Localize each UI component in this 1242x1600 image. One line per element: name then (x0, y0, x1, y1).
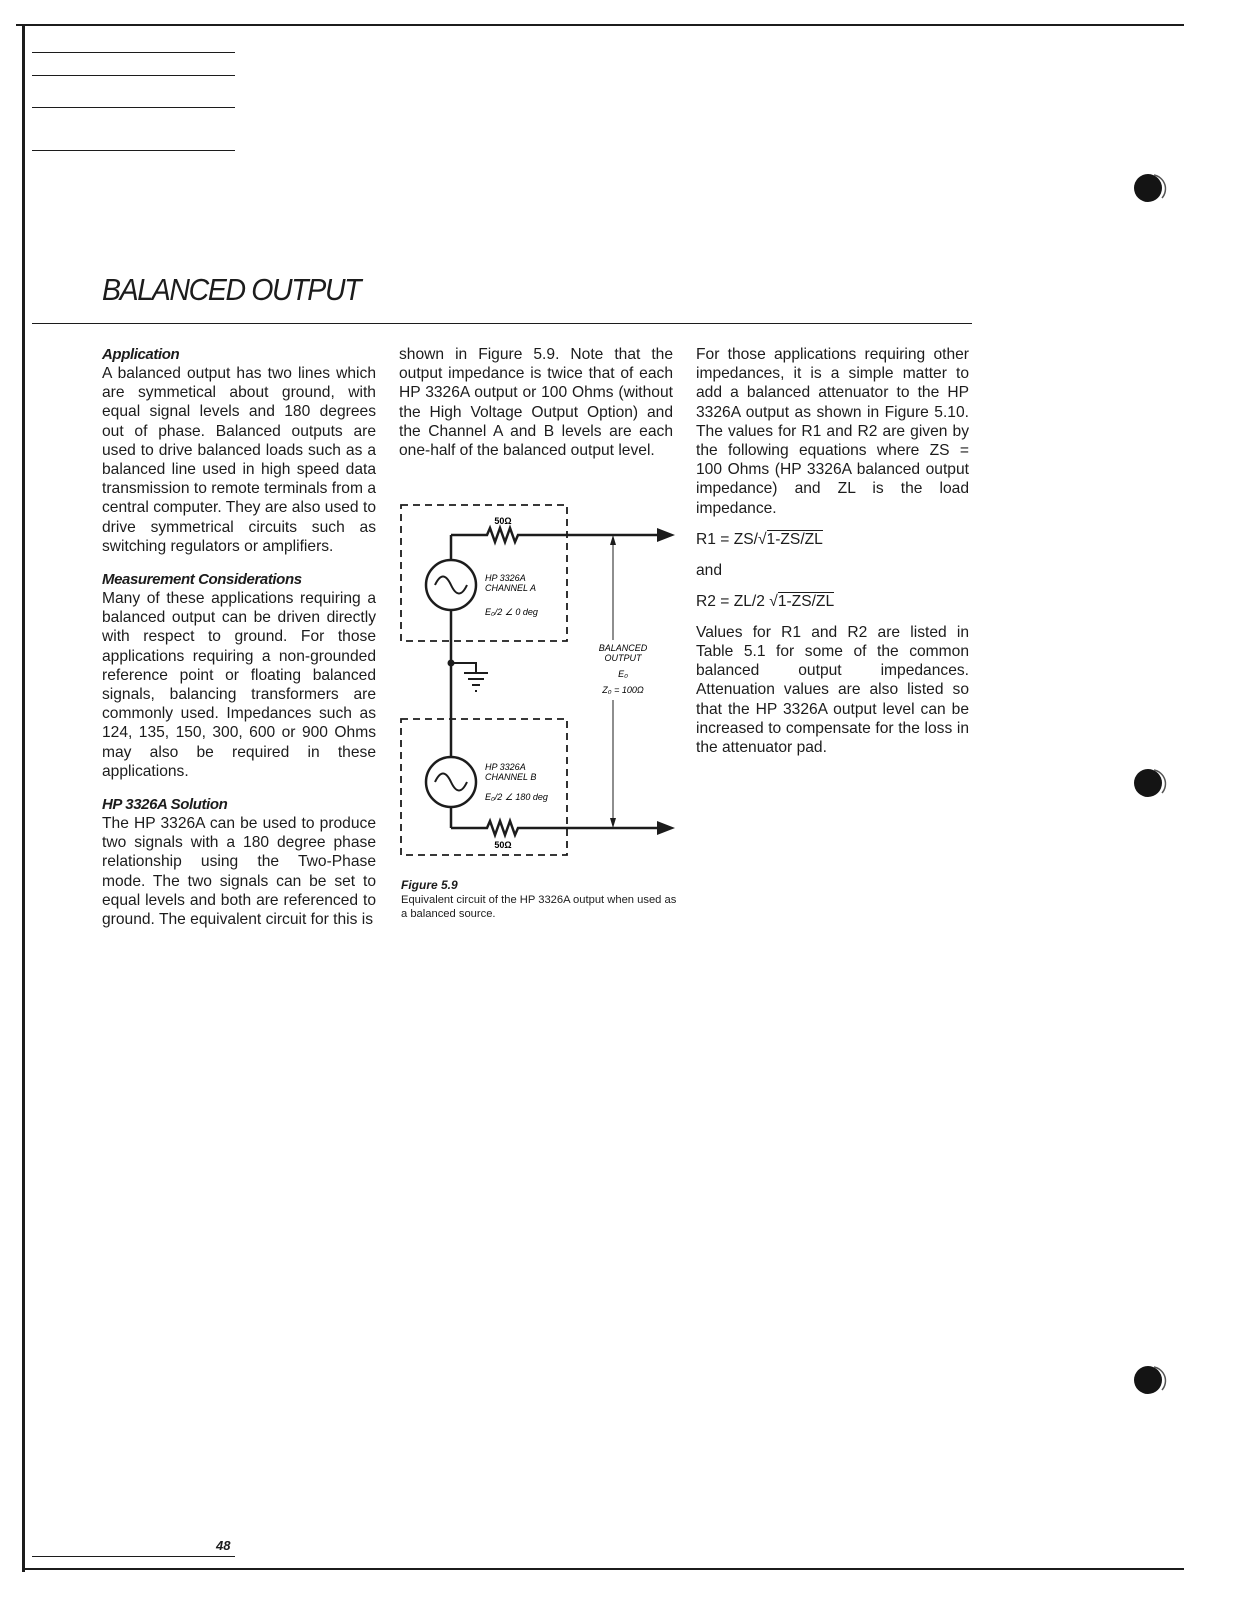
measure-arrow-bottom-icon (610, 818, 616, 828)
section-heading-measurement: Measurement Considerations (102, 571, 302, 589)
equation-r1-prefix: R1 = ZS/√ (696, 530, 767, 548)
top-border-line (16, 24, 1184, 26)
top-arrow-icon (657, 528, 675, 542)
margin-line-3 (32, 107, 235, 108)
section-heading-application: Application (102, 346, 180, 363)
output-label-line2: OUTPUT (604, 653, 642, 663)
measure-arrow-top-icon (610, 535, 616, 545)
margin-line-1 (32, 52, 235, 53)
column-3-outro: Values for R1 and R2 are listed in Table 5.1 for some of the common balanced output impedances. Attenuation values are also listed so that the HP 3326A output level can be increased to compensate for the loss in the attenuator pad. (696, 623, 969, 757)
bottom-output-wire (451, 821, 657, 835)
equation-r2-radicand: 1-ZS/ZL (777, 592, 835, 610)
column-1 (102, 345, 376, 929)
margin-line-2 (32, 75, 235, 76)
equation-r1 (696, 530, 969, 549)
ground-icon (451, 663, 488, 691)
binder-hole-icon (1132, 170, 1168, 206)
output-e-label: E₀ (618, 669, 628, 679)
channel-a-phase: E₀/2 ∠ 0 deg (485, 607, 538, 617)
equation-and: and (696, 561, 723, 579)
column-3 (696, 345, 969, 757)
channel-a-box (401, 505, 567, 641)
resistor-bottom-label: 50Ω (494, 840, 512, 850)
section-heading-solution: HP 3326A Solution (102, 796, 228, 814)
output-label-line1: BALANCED (598, 643, 648, 653)
channel-b-line2: CHANNEL B (485, 772, 537, 782)
resistor-top-label: 50Ω (494, 516, 512, 526)
top-output-wire (451, 528, 657, 542)
section-text-application: A balanced output has two lines which are symmetical about ground, with equal signal levels and 180 degrees out of phase. Balanced outputs are used to drive balanced loads such as a balanced line used in high speed data transmission to remote terminals from a central computer. They are also used to drive symmetrical circuits such as switching regulators or amplifiers. (102, 365, 376, 555)
figure-caption-text: Equivalent circuit of the HP 3326A output when used as a balanced source. (401, 894, 677, 920)
circuit-diagram (395, 495, 685, 870)
page-title: BALANCED OUTPUT (102, 272, 361, 307)
bottom-border-line (22, 1568, 1184, 1570)
output-z-label: Z₀ = 100Ω (602, 685, 644, 695)
channel-b-line1: HP 3326A (485, 762, 526, 772)
equation-r1-radicand: 1-ZS/ZL (766, 530, 823, 548)
channel-b-phase: E₀/2 ∠ 180 deg (485, 792, 548, 802)
equation-r2 (696, 592, 969, 611)
section-text-solution: The HP 3326A can be used to produce two signals with a 180 degree phase relationship using the Two-Phase mode. The two signals can be set to equal levels and both are referenced to ground. The equivalent circuit for this is (102, 815, 376, 929)
equation-r2-prefix: R2 = ZL/2 √ (696, 592, 778, 610)
column-2 (399, 345, 673, 460)
page-number: 48 (216, 1538, 231, 1553)
column-2-text: shown in Figure 5.9. Note that the output impedance is twice that of each HP 3326A output or 100 Ohms (without the High Voltage Output Option) and the Channel A and B levels are each one-half of the balanced output level. (399, 346, 673, 460)
section-text-measurement: Many of these applications requiring a balanced output can be driven directly with respect to ground. For those applications requiring a non-grounded reference point or floating balanced signals, balancing transformers are commonly used. Impedances such as 124, 135, 150, 300, 600 or 900 Ohms may also be required in these applications. (102, 590, 376, 780)
title-rule (32, 323, 972, 324)
page-number-line (32, 1556, 235, 1557)
figure-caption-title: Figure 5.9 (401, 878, 458, 892)
binder-hole-icon (1132, 765, 1168, 801)
margin-line-4 (32, 150, 235, 151)
bottom-arrow-icon (657, 821, 675, 835)
binder-hole-icon (1132, 1362, 1168, 1398)
channel-a-line2: CHANNEL A (485, 583, 537, 593)
left-border-line (22, 24, 25, 1572)
column-3-intro: For those applications requiring other impedances, it is a simple matter to add a balanced attenuator to the HP 3326A output as shown in Figure 5.10. The values for R1 and R2 are given by the following equations where ZS = 100 Ohms (HP 3326A balanced output impedance) and ZL is the load impedance. (696, 346, 969, 517)
channel-a-line1: HP 3326A (485, 573, 526, 583)
